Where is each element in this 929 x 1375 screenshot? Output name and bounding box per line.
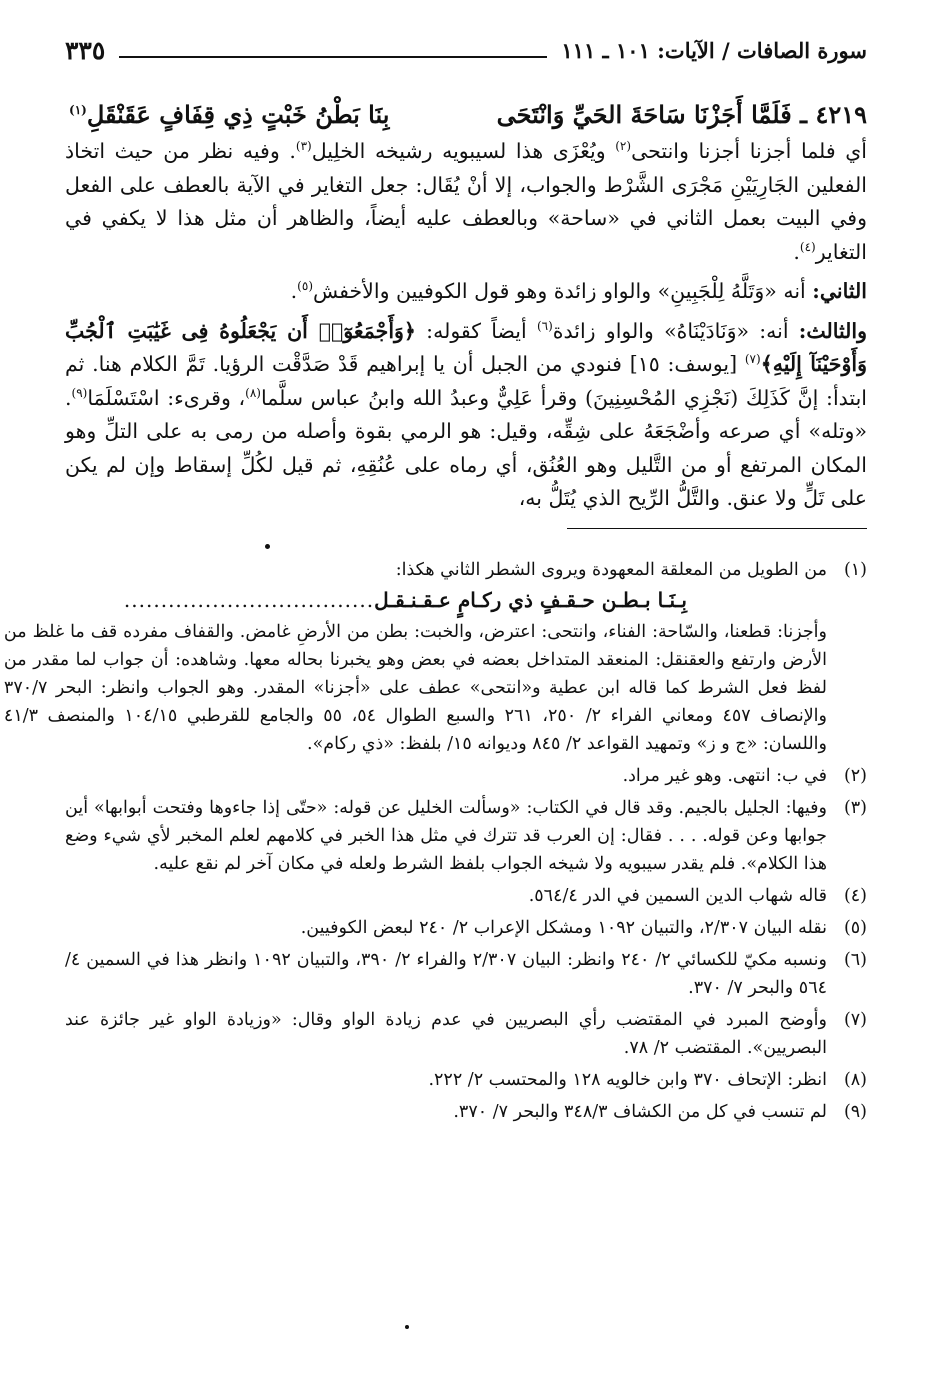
paragraph: الثاني: أنه «وَتَلَّهُ لِلْجَبِينِ» والواو زائدة وهو قول الكوفيين والأخفش$^{(٥)}$. — [290, 279, 867, 303]
footnote-number: (٨) — [843, 1069, 867, 1090]
footnote-ref: (١) — [69, 103, 87, 117]
footnote-number: (٥) — [843, 917, 867, 938]
footnote: (٥) نقله البيان ٢/٣٠٧، والتبيان ١٠٩٢ ومشكل الإعراب ٢/ ٢٤٠ لبعض الكوفيين. — [65, 914, 867, 942]
footnote: (١) من الطويل من المعلقة المعهودة ويروى الشطر الثاني هكذا: بِـنَـا بـطـن حـقـفٍ ذي ركـامٍ عـقـنـقـل .................................. وأجزنا: قطعنا، والسّاحة: الفناء، وانتحى: اعترض، والخبت: بطن من الأرضِ غامض. والقفاف مفرده قف ما غلظ من الأرض وارتفع والعقنقل: المنعقد المتداخل بعضه في بعض وهو يخبرنا بحاله معها. وشاهده: أن جواب لما مقدر من لفظ فعل الشرط كما قاله ابن عطية و«انتحى» عطف على «أجزنا» المقدر. وهو الجواب وانظر: البحر ٣٧٠/٧ والإنصاف ٤٥٧ ومعاني الفراء ٢/ ٢٥٠، ٢٦١ والسبع الطوال ٥٤، ٥٥ والجامع للقرطبي ١٠٤/١٥ والمنصف ٤١/٣ واللسان: «ج و ز» وتمهيد القواعد ٢/ ٨٤٥ وديوانه ١٥/ بلفظ: «ذي ركام». — [65, 556, 867, 758]
header-title: سورة الصافات / الآيات: ١٠١ ـ ١١١ — [561, 37, 867, 63]
header-rule — [119, 56, 547, 58]
footnote: (٢) في ب: انتهى. وهو غير مراد. — [65, 762, 867, 790]
footnote-number: (٦) — [843, 949, 867, 970]
footnote-number: (٩) — [843, 1101, 867, 1122]
footnote-ref: (٢) — [615, 139, 632, 154]
separator-dot — [265, 544, 270, 549]
footnote-ref: (٨) — [245, 385, 261, 400]
footnote-ref: (٧) — [744, 352, 761, 367]
page-mark — [405, 1325, 409, 1329]
footnote-poem: بِـنَـا بـطـن حـقـفٍ ذي ركـامٍ عـقـنـقـل .................................. — [123, 587, 687, 612]
footnote: (٨) انظر: الإتحاف ٣٧٠ وابن خالويه ١٢٨ والمحتسب ٢/ ٢٢٢. — [65, 1066, 867, 1094]
section-label: الثاني: — [812, 279, 867, 303]
footnote-separator — [65, 516, 867, 556]
quran-quote: ﴿وَأَجْمَعُوٓا۟ أَن يَجْعَلُوهُ فِى غَيَٰبَتِ ٱلْجُبِّ وَأَوْحَيْنَآ إِلَيْهِ﴾ — [65, 318, 867, 376]
footnotes — [3, 556, 867, 1126]
footnote-number: (٤) — [843, 885, 867, 906]
paragraph: أي فلما أجزنا أجزنا وانتحى$^{(٢)}$ ويُعْزَى هذا لسيبويه رشيخه الخلِيل$^{(٣)}$. وفيه نظر من حيث اتخاذ الفعلين الجَارِيَيْنِ مَجْرَى الشَّرْط والجواب، إلا أنْ يُقَال: جعل التغاير في الآية بالعطف على الفعل وفي البيت بعمل الثاني في «ساحة» وبالعطف عليه أيضاً، والظاهر أن مثل هذا لا يكفي في التغاير$^{(٤)}$. — [65, 139, 868, 264]
footnote: (٧) وأوضح المبرد في المقتضب رأي البصريين في عدم زيادة الواو وقال: «وزيادة الواو غير جائزة عند البصريين». المقتضب ٢/ ٧٨. — [65, 1006, 867, 1062]
poetry-verse — [65, 100, 867, 129]
running-header — [65, 30, 867, 70]
footnote-ref: (٦) — [536, 318, 553, 333]
page-number: ٣٣٥ — [65, 35, 106, 65]
footnote: (٣) وفيها: الجليل بالجيم. وقد قال في الكتاب: «وسألت الخليل عن قوله: «حتّى إذا جاءوها وفتحت أبوابها» أين جوابها وعن قوله. . . . فقال: إن العرب قد تترك في مثل هذا الخبر في كلامهم لعلم المخبر لأي شيء وضع هذا الكلام». فلم يقدر سيبويه ولا شيخه الجواب بلفظ الشرط ولعله في مكان آخر لم نقع عليه. — [65, 794, 867, 878]
footnote-ref: (٥) — [297, 279, 313, 294]
footnote: (٤) قاله شهاب الدين السمين في الدر ٥٦٤/٤. — [65, 882, 867, 910]
footnote-ref: (٣) — [295, 139, 312, 154]
paragraph: والثالث: أنه: «وَنَادَيْنَاهُ» والواو زائدة$^{(٦)}$ أيضاً كقوله: ﴿وَأَجْمَعُوٓا۟ أَن يَجْعَلُوهُ فِى غَيَٰبَتِ ٱلْجُبِّ وَأَوْحَيْنَآ إِلَيْهِ﴾$^{(٧)}$ [يوسف: ١٥] فنودي من الجبل أن يا إبراهيم قَدْ صَدَّقْت الرؤيا. تَمَّ الكلام هنا. ثم ابتدأ: إنَّ كَذَلِكَ (نَجْزِي المُحْسِنِينَ) وقرأ عَلِيٌّ وعبدُ الله وابنُ عباس سلَّما$^{(٨)}$، وقرىء: اسْتَسْلَمَا$^{(٩)}$. «وتله» أي صرعه وأضْجَعَهُ على شِقِّه، وقيل: هو الرمي بقوة وأصله من رمى به على التلِّ وهو المكان المرتفع أو من التَّليل وهو العُنُق، أي رماه على عُنُقِهِ، ثم قيل لكُلِّ إسقاط وإن لم يكن على تَلٍّ ولا عنق. والتَّلُّ الرِّيح الذي يُتَلُّ به، — [65, 318, 868, 510]
footnote-ref: (٤) — [799, 239, 816, 254]
footnote-ref: (٩) — [71, 385, 88, 400]
main-text — [65, 135, 867, 516]
verse-hemistich-1: ٤٢١٩ ـ فَلَمَّا أَجَزْنَا سَاحَةَ الحَيِّ وَانْتَحَى — [496, 100, 867, 129]
footnote-number: (٢) — [843, 765, 867, 786]
separator-line — [567, 528, 867, 529]
footnote-number: (١) — [843, 559, 867, 580]
section-label: والثالث: — [798, 318, 868, 343]
verse-hemistich-2: بِنَا بَطْنُ خَبْتٍ ذِي قِفَافٍ عَقَنْقَلِ$^{(١)}$ — [69, 100, 390, 129]
footnote-number: (٣) — [843, 797, 867, 818]
footnote-number: (٧) — [843, 1009, 867, 1030]
footnote: (٦) ونسبه مكيّ للكسائي ٢/ ٢٤٠ وانظر: البيان ٢/٣٠٧ والفراء ٢/ ٣٩٠، والتبيان ١٠٩٢ وانظر هذا في السمين ٤/ ٥٦٤ والبحر ٧/ ٣٧٠. — [65, 946, 867, 1002]
footnote: (٩) لم تنسب في كل من الكشاف ٣٤٨/٣ والبحر ٧/ ٣٧٠. — [65, 1098, 867, 1126]
